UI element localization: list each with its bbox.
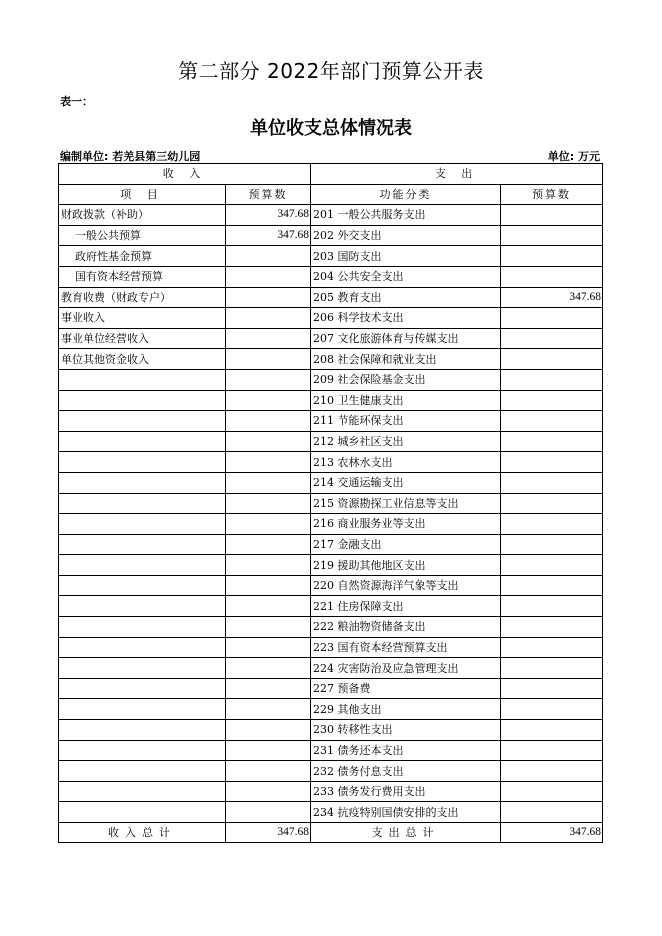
income-value [226, 246, 311, 267]
total-row [59, 823, 603, 843]
income-item [59, 637, 226, 658]
expense-item: 221 住房保障支出 [311, 596, 501, 617]
table-row [59, 411, 603, 432]
expense-value [501, 514, 603, 535]
income-value [226, 740, 311, 761]
income-value [226, 781, 311, 802]
income-value [226, 617, 311, 638]
income-value [226, 637, 311, 658]
table-row [59, 802, 603, 823]
expense-value [501, 637, 603, 658]
income-total-label: 收入总计 [59, 823, 226, 843]
expense-header: 支 出 [311, 164, 603, 185]
income-value [226, 493, 311, 514]
income-item [59, 658, 226, 679]
income-item [59, 390, 226, 411]
expense-value [501, 720, 603, 741]
expense-item: 219 援助其他地区支出 [311, 555, 501, 576]
table-row [59, 431, 603, 452]
expense-value [501, 472, 603, 493]
expense-item: 214 交通运输支出 [311, 472, 501, 493]
expense-item: 210 卫生健康支出 [311, 390, 501, 411]
expense-item: 211 节能环保支出 [311, 411, 501, 432]
expense-item: 222 粮油物资储备支出 [311, 617, 501, 638]
expense-value [501, 617, 603, 638]
income-item [59, 617, 226, 638]
table-row [59, 205, 603, 226]
expense-item: 234 抗疫特别国债安排的支出 [311, 802, 501, 823]
income-item: 单位其他资金收入 [59, 349, 226, 370]
table-row [59, 266, 603, 287]
income-value [226, 472, 311, 493]
income-item [59, 514, 226, 535]
income-value [226, 761, 311, 782]
income-value [226, 596, 311, 617]
income-value [226, 390, 311, 411]
expense-item: 233 债务发行费用支出 [311, 781, 501, 802]
expense-item: 205 教育支出 [311, 287, 501, 308]
expense-value [501, 699, 603, 720]
expense-value [501, 328, 603, 349]
table-row [59, 720, 603, 741]
table-row [59, 637, 603, 658]
income-item [59, 555, 226, 576]
income-item [59, 411, 226, 432]
budget-table [58, 163, 603, 843]
income-item [59, 720, 226, 741]
income-item [59, 452, 226, 473]
income-item [59, 369, 226, 390]
expense-value [501, 596, 603, 617]
table-row [59, 761, 603, 782]
income-value: 347.68 [226, 205, 311, 226]
table-row [59, 225, 603, 246]
expense-value [501, 225, 603, 246]
expense-item: 209 社会保险基金支出 [311, 369, 501, 390]
currency-unit: 单位: 万元 [547, 150, 600, 163]
expense-item: 207 文化旅游体育与传媒支出 [311, 328, 501, 349]
table-row [59, 514, 603, 535]
income-item [59, 740, 226, 761]
income-value [226, 720, 311, 741]
income-item [59, 678, 226, 699]
income-value [226, 411, 311, 432]
income-item: 政府性基金预算 [59, 246, 226, 267]
expense-item: 204 公共安全支出 [311, 266, 501, 287]
expense-item: 202 外交支出 [311, 225, 501, 246]
expense-value [501, 205, 603, 226]
expense-value [501, 802, 603, 823]
table-row [59, 328, 603, 349]
expense-item: 224 灾害防治及应急管理支出 [311, 658, 501, 679]
income-value [226, 514, 311, 535]
compiling-unit: 编制单位: 若羌县第三幼儿园 [60, 150, 201, 163]
income-item: 事业收入 [59, 308, 226, 329]
expense-value [501, 534, 603, 555]
expense-value [501, 555, 603, 576]
budget-header: 预算数 [226, 184, 311, 205]
income-header: 收 入 [59, 164, 311, 185]
table-row [59, 452, 603, 473]
income-value [226, 658, 311, 679]
income-value [226, 369, 311, 390]
function-header: 功能分类 [311, 184, 501, 205]
table-row [59, 781, 603, 802]
income-value [226, 349, 311, 370]
expense-item: 212 城乡社区支出 [311, 431, 501, 452]
expense-value [501, 452, 603, 473]
income-value [226, 678, 311, 699]
expense-value [501, 308, 603, 329]
expense-value [501, 493, 603, 514]
income-value [226, 575, 311, 596]
expense-item: 229 其他支出 [311, 699, 501, 720]
income-item: 一般公共预算 [59, 225, 226, 246]
expense-value [501, 431, 603, 452]
expense-item: 201 一般公共服务支出 [311, 205, 501, 226]
expense-value [501, 266, 603, 287]
table-row [59, 658, 603, 679]
income-item [59, 781, 226, 802]
expense-item: 220 自然资源海洋气象等支出 [311, 575, 501, 596]
income-item [59, 493, 226, 514]
income-item [59, 699, 226, 720]
budget-header-2: 预算数 [501, 184, 603, 205]
income-item [59, 575, 226, 596]
expense-item: 223 国有资本经营预算支出 [311, 637, 501, 658]
table-row [59, 493, 603, 514]
expense-item: 206 科学技术支出 [311, 308, 501, 329]
expense-item: 232 债务付息支出 [311, 761, 501, 782]
expense-item: 217 金融支出 [311, 534, 501, 555]
table-row [59, 555, 603, 576]
table-row [59, 534, 603, 555]
income-item [59, 534, 226, 555]
expense-item: 208 社会保障和就业支出 [311, 349, 501, 370]
table-row [59, 596, 603, 617]
expense-value: 347.68 [501, 287, 603, 308]
table-row [59, 287, 603, 308]
income-item [59, 596, 226, 617]
income-item: 财政拨款（补助） [59, 205, 226, 226]
income-item: 教育收费（财政专户） [59, 287, 226, 308]
income-value [226, 287, 311, 308]
income-value [226, 431, 311, 452]
income-item: 事业单位经营收入 [59, 328, 226, 349]
expense-value [501, 369, 603, 390]
expense-value [501, 349, 603, 370]
expense-item: 230 转移性支出 [311, 720, 501, 741]
expense-item: 213 农林水支出 [311, 452, 501, 473]
income-value [226, 534, 311, 555]
expense-value [501, 658, 603, 679]
income-item [59, 761, 226, 782]
income-item: 国有资本经营预算 [59, 266, 226, 287]
expense-item: 231 债务还本支出 [311, 740, 501, 761]
table-row [59, 472, 603, 493]
expense-value [501, 761, 603, 782]
table-title: 单位收支总体情况表 [250, 118, 412, 139]
expense-total-label: 支出总计 [311, 823, 501, 843]
income-value: 347.68 [226, 225, 311, 246]
income-value [226, 555, 311, 576]
income-value [226, 802, 311, 823]
expense-total-value: 347.68 [501, 823, 603, 843]
expense-value [501, 740, 603, 761]
expense-value [501, 575, 603, 596]
income-value [226, 328, 311, 349]
table-row [59, 349, 603, 370]
table-row [59, 678, 603, 699]
page-title: 第二部分 2022年部门预算公开表 [178, 59, 484, 83]
expense-value [501, 411, 603, 432]
table-row [59, 575, 603, 596]
expense-item: 216 商业服务业等支出 [311, 514, 501, 535]
income-value [226, 308, 311, 329]
table-row [59, 308, 603, 329]
income-item [59, 802, 226, 823]
table-row [59, 390, 603, 411]
expense-value [501, 390, 603, 411]
expense-value [501, 678, 603, 699]
income-total-value: 347.68 [226, 823, 311, 843]
expense-value [501, 246, 603, 267]
income-value [226, 266, 311, 287]
expense-item: 215 资源勘探工业信息等支出 [311, 493, 501, 514]
income-value [226, 452, 311, 473]
table-row [59, 246, 603, 267]
expense-item: 227 预备费 [311, 678, 501, 699]
expense-value [501, 781, 603, 802]
table-row [59, 617, 603, 638]
income-value [226, 699, 311, 720]
table-row [59, 369, 603, 390]
income-item [59, 431, 226, 452]
item-header: 项 目 [59, 184, 226, 205]
table-number-label: 表一： [60, 95, 93, 108]
table-row [59, 699, 603, 720]
income-item [59, 472, 226, 493]
table-row [59, 740, 603, 761]
expense-item: 203 国防支出 [311, 246, 501, 267]
